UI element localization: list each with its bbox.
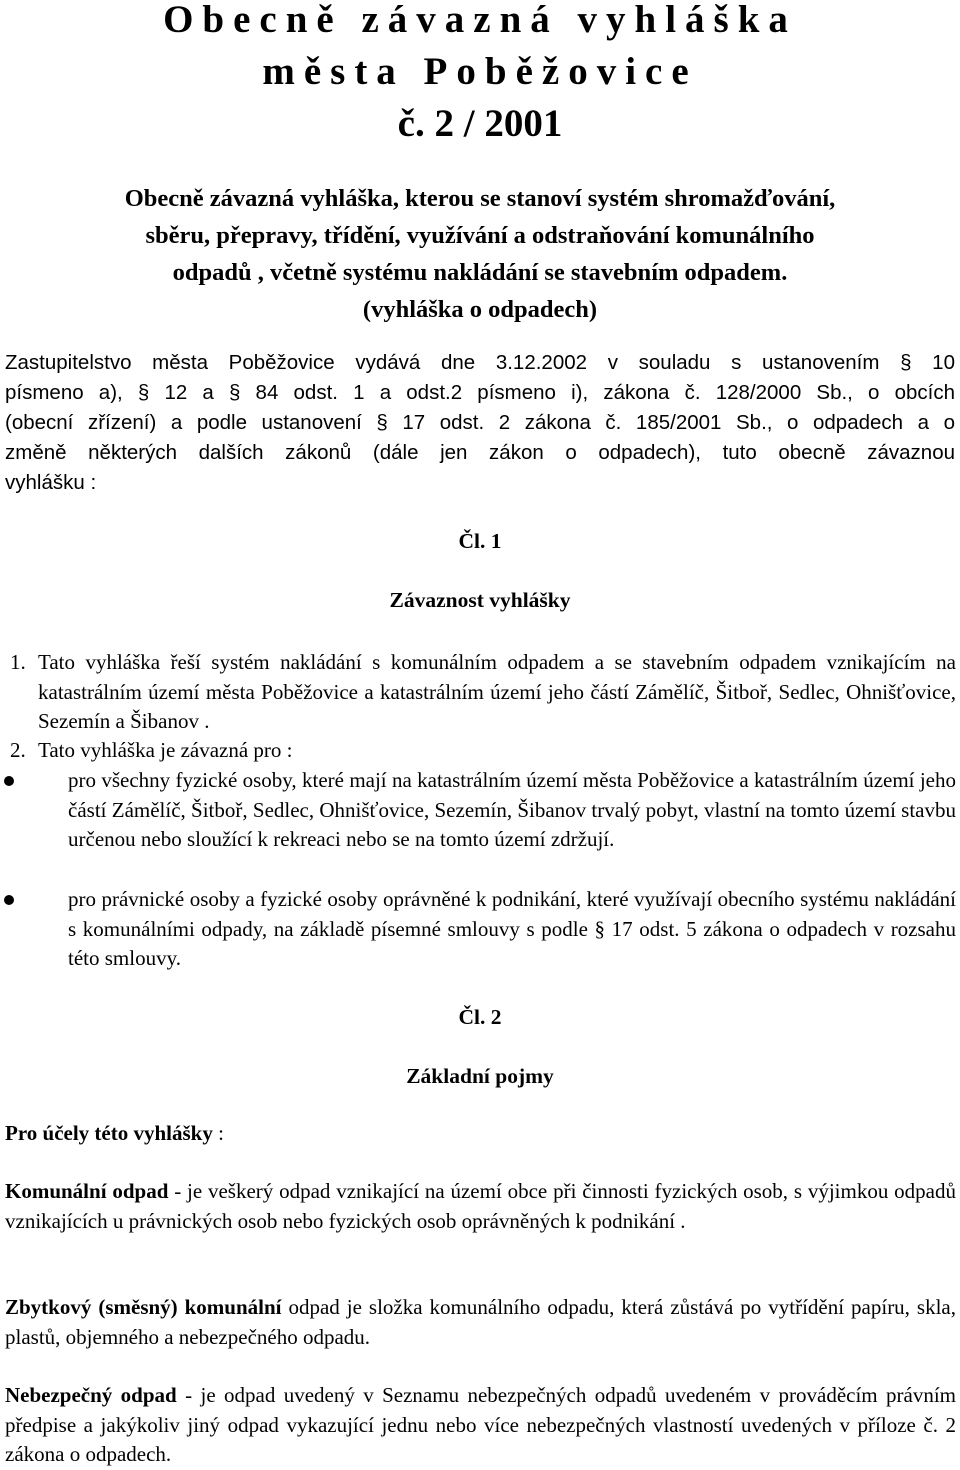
definition-residual-waste [5,1293,956,1352]
article-1-item-2-text: Tato vyhláška je závazná pro : [38,738,293,762]
article-1-bullet-2: pro právnické osoby a fyzické osoby oprávněné k podnikání, které využívají obecního systému nakládání s komunálními odpady, na základě písemné smlouvy s podle § 17 odst. 5 zákona o odpadech v rozsahu této smlouvy. [68,887,956,970]
preamble-line-3: (obecní zřízení) a podle ustanovení § 17 odst. 2 zákona č. 185/2001 Sb., o odpadech a o [5,411,955,434]
article-2-heading: Základní pojmy [406,1064,554,1088]
subtitle-line-1: Obecně závazná vyhláška, kterou se stanoví systém shromažďování, [124,185,836,212]
article-1-bullet-1: pro všechny fyzické osoby, které mají na katastrálním území města Poběžovice a katastrálním území jeho částí Zámělíč, Šitboř, Sedlec, Ohnišťovice, Sezemín, Šibanov trvalý pobyt, vlastní na tomto území stavbu určenou nebo sloužící k rekreaci nebo se na tomto území zdržují. [68,768,956,851]
definition-term: Zbytkový (směsný) komunální [5,1295,282,1319]
preamble-line-2: písmeno a), § 12 a § 84 odst. 1 a odst.2 písmeno i), zákona č. 128/2000 Sb., o obcích [5,381,955,404]
definition-hazardous-waste [5,1381,956,1470]
definition-term: Komunální odpad [5,1179,169,1203]
definition-text: - je odpad uvedený v Seznamu nebezpečných odpadů uvedeném v prováděcím právním předpise a jakýkoliv jiný odpad vykazující jednu nebo více nebezpečných vlastností uvedených v příloze č. 2 zákona o odpadech. [5,1383,956,1466]
definition-term: Nebezpečný odpad [5,1383,177,1407]
document-subtitle [0,180,960,328]
article-2-number: Čl. 2 [458,1005,502,1029]
definition-text: - je veškerý odpad vznikající na území obce při činnosti fyzických osob, s výjimkou odpadů vznikajících u právnických osob nebo fyzických osob oprávněných k podnikání . [5,1179,956,1233]
subtitle-line-2: sběru, přepravy, třídění, využívání a odstraňování komunálního [145,222,815,249]
preamble [5,348,955,498]
definition-communal-waste [5,1177,956,1236]
article-2-intro-rest: : [212,1121,224,1145]
title-line-2: města Poběžovice [262,50,698,93]
subtitle-line-3: odpadů , včetně systému nakládání se stavebním odpadem. [172,259,788,286]
article-1-heading: Závaznost vyhlášky [389,588,571,612]
article-1-item-2-number: 2. [10,738,26,762]
bullet-dot [4,776,14,786]
definition-text: odpad je složka komunálního odpadu, která zůstává po vytřídění papíru, skla, plastů, objemného a nebezpečného odpadu. [5,1295,956,1349]
article-1-item-1-number: 1. [10,650,26,674]
preamble-line-5: vyhlášku : [5,471,97,494]
article-2-intro-bold: Pro účely této vyhlášky [5,1121,213,1145]
article-1-item-1-text: Tato vyhláška řeší systém nakládání s komunálním odpadem a se stavebním odpadem vznikajícím na katastrálním území města Poběžovice a katastrálním území jeho částí Zámělíč, Šitboř, Sedlec, Ohnišťovice, Sezemín a Šibanov . [38,650,956,733]
article-2-intro [5,1119,955,1149]
bullet-dot [4,895,14,905]
preamble-line-1: Zastupitelstvo města Poběžovice vydává dne 3.12.2002 v souladu s ustanovením § 10 [5,351,955,374]
title-line-1: Obecně závazná vyhláška [163,0,797,41]
subtitle-line-4: (vyhláška o odpadech) [362,296,598,323]
article-1-number: Čl. 1 [458,529,502,553]
document-title [0,0,960,150]
title-line-3: č. 2 / 2001 [397,102,563,145]
preamble-line-4: změně některých dalších zákonů (dále jen zákon o odpadech), tuto obecně závaznou [5,441,955,464]
